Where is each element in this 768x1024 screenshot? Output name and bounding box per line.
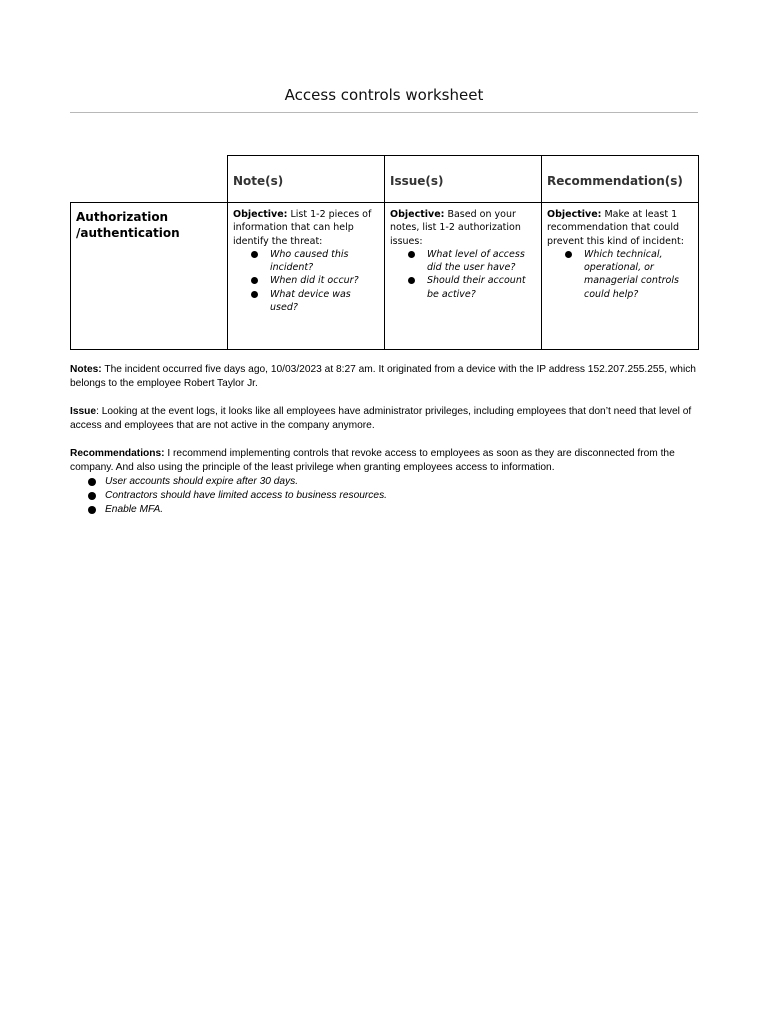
notes-paragraph xyxy=(70,363,702,391)
row-label-cell xyxy=(71,203,228,350)
notes-label: Notes: xyxy=(70,364,102,375)
title-divider xyxy=(70,112,698,113)
header-recommendations-label: Recommendation(s) xyxy=(547,173,683,188)
recommendations-paragraph xyxy=(70,447,702,475)
list-item: What level of access did the user have? xyxy=(420,248,536,275)
issue-label: Issue xyxy=(70,406,97,417)
list-item: Enable MFA. xyxy=(105,503,702,517)
list-item: What device was used? xyxy=(263,288,379,315)
recommendations-list xyxy=(70,475,702,517)
document-title: Access controls worksheet xyxy=(284,86,484,104)
issues-cell xyxy=(385,203,542,350)
notes-objective-text: List 1-2 pieces of information that can help identify the threat: xyxy=(233,209,372,247)
recommendations-text: I recommend implementing controls that revoke access to employees as soon as they are disconnected from the company. And also using the principle of the least privilege when granting employees access to information. xyxy=(70,448,675,473)
table-header-row xyxy=(71,156,699,203)
header-notes-label: Note(s) xyxy=(233,173,284,188)
header-notes xyxy=(228,156,385,203)
issues-objective-label: Objective: xyxy=(390,209,445,220)
header-issues-label: Issue(s) xyxy=(390,173,444,188)
notes-question-list xyxy=(233,248,379,314)
issue-paragraph xyxy=(70,405,702,433)
recommendations-label: Recommendations: xyxy=(70,448,165,459)
issue-text: : Looking at the event logs, it looks like all employees have administrator privileges, including employees that don’t need that level of access and employees that are not active in the company anymore. xyxy=(70,406,692,431)
notes-objective-label: Objective: xyxy=(233,209,288,220)
worksheet-answers xyxy=(70,363,702,517)
list-item: Which technical, operational, or managerial controls could help? xyxy=(577,248,693,301)
row-label: Authorization /authentication xyxy=(76,210,180,240)
list-item: Who caused this incident? xyxy=(263,248,379,275)
recommendations-question-list xyxy=(547,248,693,301)
notes-cell xyxy=(228,203,385,350)
table-row xyxy=(71,203,699,350)
empty-corner-cell xyxy=(71,156,228,203)
recommendations-objective-label: Objective: xyxy=(547,209,602,220)
issues-objective-text: Based on your notes, list 1-2 authorization issues: xyxy=(390,209,521,247)
issues-question-list xyxy=(390,248,536,301)
list-item: Contractors should have limited access to business resources. xyxy=(105,489,702,503)
recommendations-cell xyxy=(542,203,699,350)
header-issues xyxy=(385,156,542,203)
list-item: When did it occur? xyxy=(263,274,379,287)
notes-text: The incident occurred five days ago, 10/03/2023 at 8:27 am. It originated from a device with the IP address 152.207.255.255, which belongs to the employee Robert Taylor Jr. xyxy=(70,364,696,389)
list-item: Should their account be active? xyxy=(420,274,536,301)
list-item: User accounts should expire after 30 days. xyxy=(105,475,702,489)
header-recommendations xyxy=(542,156,699,203)
recommendations-objective-text: Make at least 1 recommendation that could prevent this kind of incident: xyxy=(547,209,684,247)
worksheet-table xyxy=(70,155,699,350)
